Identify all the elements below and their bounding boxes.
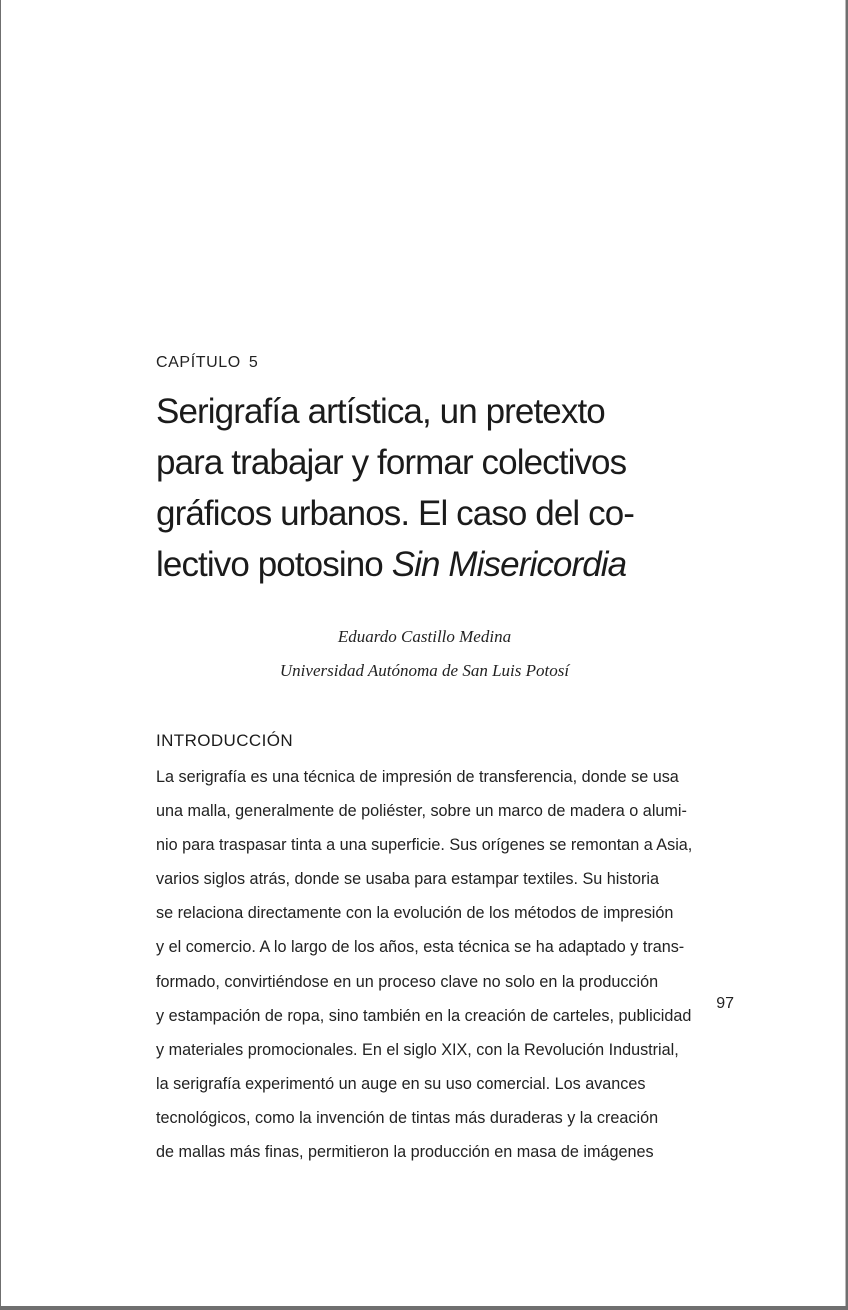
chapter-title bbox=[156, 386, 716, 590]
title-line: gráficos urbanos. El caso del co- bbox=[156, 494, 635, 533]
title-line-plain: lectivo potosino bbox=[156, 545, 392, 584]
body-line: de mallas más finas, permitieron la producción en masa de imágenes bbox=[156, 1143, 654, 1162]
author-name: Eduardo Castillo Medina bbox=[337, 627, 512, 646]
title-line: Serigrafía artística, un pretexto bbox=[156, 392, 605, 431]
chapter-label bbox=[156, 354, 258, 372]
body-line: la serigrafía experimentó un auge en su uso comercial. Los avances bbox=[156, 1074, 646, 1093]
title-line-last bbox=[156, 539, 716, 590]
author-affiliation: Universidad Autónoma de San Luis Potosí bbox=[279, 661, 570, 680]
body-line: tecnológicos, como la invención de tintas más duraderas y la creación bbox=[156, 1108, 659, 1127]
body-line: y el comercio. A lo largo de los años, esta técnica se ha adaptado y trans- bbox=[156, 938, 685, 957]
title-italic-collective-name: Sin Misericordia bbox=[391, 545, 627, 584]
body-line: nio para traspasar tinta a una superficie. Sus orígenes se remontan a Asia, bbox=[156, 836, 693, 855]
chapter-label-text: CAPÍTULO bbox=[156, 354, 241, 371]
body-line: y estampación de ropa, sino también en la creación de carteles, publicidad bbox=[156, 1006, 692, 1025]
page-number: 97 bbox=[716, 995, 734, 1012]
body-line: formado, convirtiéndose en un proceso clave no solo en la producción bbox=[156, 972, 659, 991]
body-line: y materiales promocionales. En el siglo XIX, con la Revolución Industrial, bbox=[156, 1040, 679, 1059]
body-line: se relaciona directamente con la evolución de los métodos de impresión bbox=[156, 904, 674, 923]
body-line: La serigrafía es una técnica de impresión de transferencia, donde se usa bbox=[156, 768, 679, 786]
chapter-number: 5 bbox=[248, 354, 259, 371]
document-page bbox=[1, 0, 846, 1306]
body-line: varios siglos atrás, donde se usaba para estampar textiles. Su historia bbox=[156, 870, 659, 889]
body-line: una malla, generalmente de poliéster, sobre un marco de madera o alumi- bbox=[156, 802, 687, 821]
body-paragraph bbox=[156, 760, 736, 1169]
section-heading: INTRODUCCIÓN bbox=[156, 731, 294, 750]
title-line: para trabajar y formar colectivos bbox=[156, 443, 627, 482]
